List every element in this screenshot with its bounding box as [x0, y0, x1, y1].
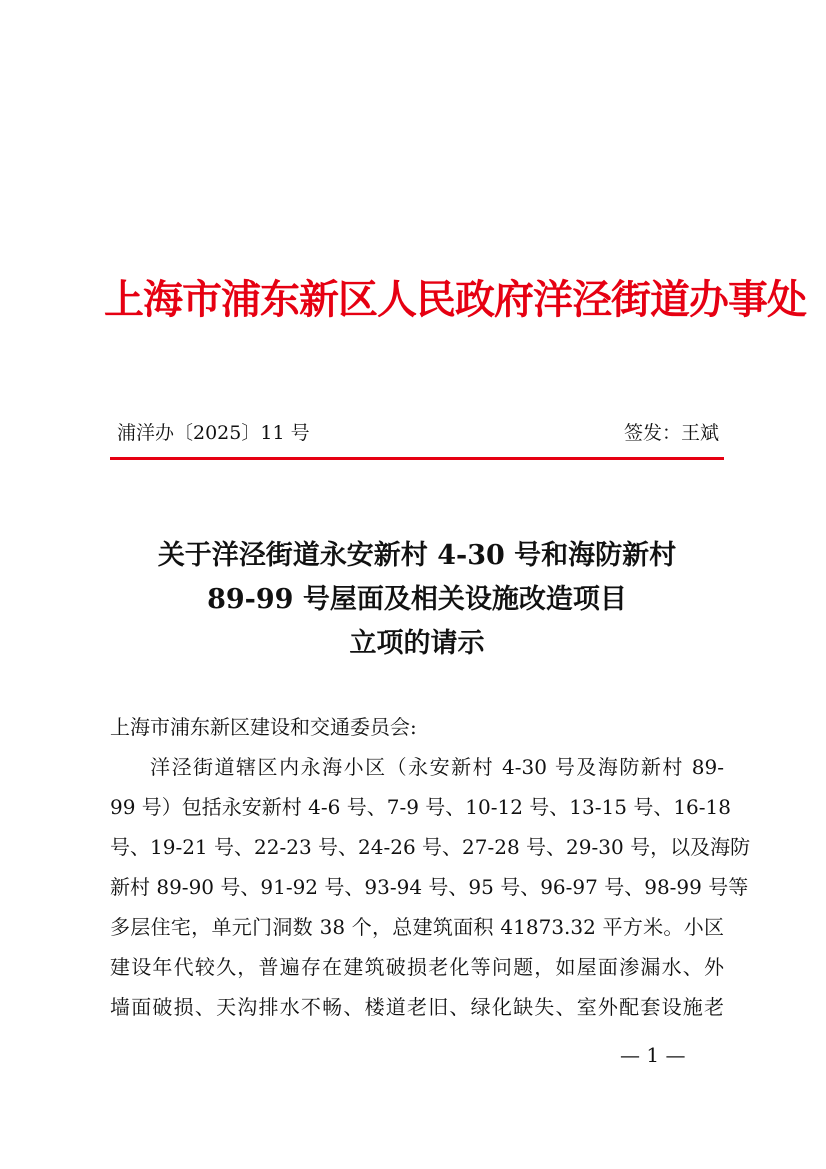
signer: 签发：王斌 [623, 422, 719, 444]
body-line: 墙面破损、天沟排水不畅、楼道老旧、绿化缺失、室外配套设施老 [110, 995, 724, 1019]
body-line: 号、19-21 号、22-23 号、24-26 号、27-28 号、29-30 号，以及海防 [110, 835, 751, 859]
document-title-line: 立项的请示 [349, 628, 485, 659]
body-line: 99 号）包括永安新村 4-6 号、7-9 号、10-12 号、13-15 号、16-18 [110, 795, 731, 819]
red-divider-rule [110, 457, 724, 460]
document-title-line: 关于洋泾街道永安新村 4-30 号和海防新村 [157, 540, 677, 571]
page-number: — 1 — [620, 1043, 686, 1067]
body-line: 建设年代较久，普遍存在建筑破损老化等问题，如屋面渗漏水、外 [110, 955, 724, 979]
body-line: 洋泾街道辖区内永海小区（永安新村 4-30 号及海防新村 89- [150, 755, 724, 779]
document-meta-row [117, 418, 723, 448]
body-line: 多层住宅，单元门洞数 38 个，总建筑面积 41873.32 平方米。小区 [110, 915, 724, 939]
document-title [110, 534, 724, 666]
document-title-line: 89-99 号屋面及相关设施改造项目 [207, 584, 627, 615]
issuer-header: 上海市浦东新区人民政府洋泾街道办事处 [104, 276, 806, 323]
body-paragraph [110, 747, 751, 1027]
recipient-line: 上海市浦东新区建设和交通委员会: [110, 715, 417, 739]
body-line: 新村 89-90 号、91-92 号、93-94 号、95 号、96-97 号、98-99 号等 [110, 875, 749, 899]
document-number: 浦洋办〔2025〕11 号 [117, 422, 310, 444]
